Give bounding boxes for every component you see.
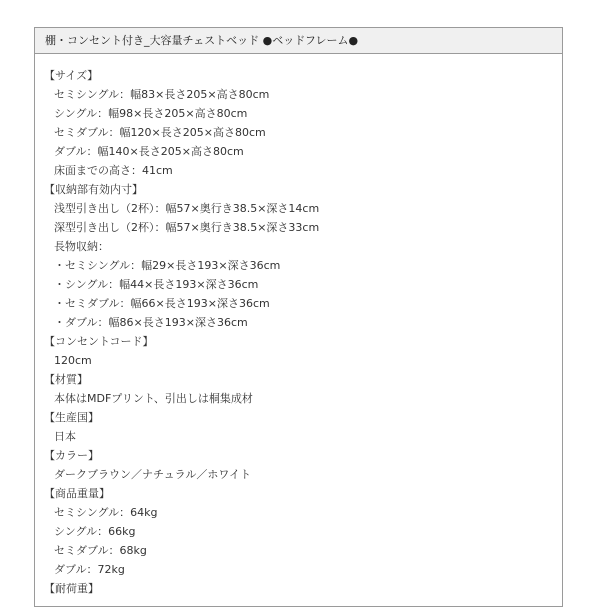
spec-value-line: 浅型引き出し（2杯）：幅57×奥行き38.5×深さ14cm (54, 202, 320, 215)
spec-table (34, 27, 563, 607)
spec-value-line: 深型引き出し（2杯）：幅57×奥行き38.5×深さ33cm (54, 221, 320, 234)
spec-value-line: 床面までの高さ：41cm (54, 164, 173, 177)
spec-value-line: 120cm (54, 354, 92, 367)
spec-section-heading: 【サイズ】 (44, 69, 99, 82)
spec-table-title: 棚・コンセント付き_大容量チェストベッド ●ベッドフレーム● (35, 28, 562, 54)
spec-list (35, 54, 562, 598)
spec-section-heading: 【商品重量】 (44, 487, 110, 500)
spec-section-heading: 【収納部有効内寸】 (44, 183, 143, 196)
spec-value-line: セミシングル：幅83×長さ205×高さ80cm (54, 88, 270, 101)
spec-value-line: 長物収納： (54, 240, 109, 253)
spec-value-line: セミシングル：64kg (54, 506, 158, 519)
spec-value-line: ・ダブル：幅86×長さ193×深さ36cm (54, 316, 248, 329)
spec-value-line: セミダブル：幅120×長さ205×高さ80cm (54, 126, 266, 139)
spec-value-line: シングル：幅98×長さ205×高さ80cm (54, 107, 248, 120)
spec-section-heading: 【耐荷重】 (44, 582, 99, 595)
spec-value-line: ダークブラウン／ナチュラル／ホワイト (54, 468, 252, 481)
spec-section-heading: 【生産国】 (44, 411, 99, 424)
spec-value-line: 本体はMDFプリント、引出しは桐集成材 (54, 392, 253, 405)
spec-value-line: ダブル：72kg (54, 563, 125, 576)
spec-value-line: ・セミシングル：幅29×長さ193×深さ36cm (54, 259, 281, 272)
spec-section-heading: 【材質】 (44, 373, 88, 386)
spec-value-line: ・シングル：幅44×長さ193×深さ36cm (54, 278, 259, 291)
spec-value-line: ダブル：幅140×長さ205×高さ80cm (54, 145, 244, 158)
spec-value-line: 日本 (54, 430, 76, 443)
spec-value-line: セミダブル：68kg (54, 544, 147, 557)
spec-section-heading: 【カラー】 (44, 449, 99, 462)
spec-value-line: ・セミダブル：幅66×長さ193×深さ36cm (54, 297, 270, 310)
spec-value-line: シングル：66kg (54, 525, 136, 538)
spec-section-heading: 【コンセントコード】 (44, 335, 154, 348)
